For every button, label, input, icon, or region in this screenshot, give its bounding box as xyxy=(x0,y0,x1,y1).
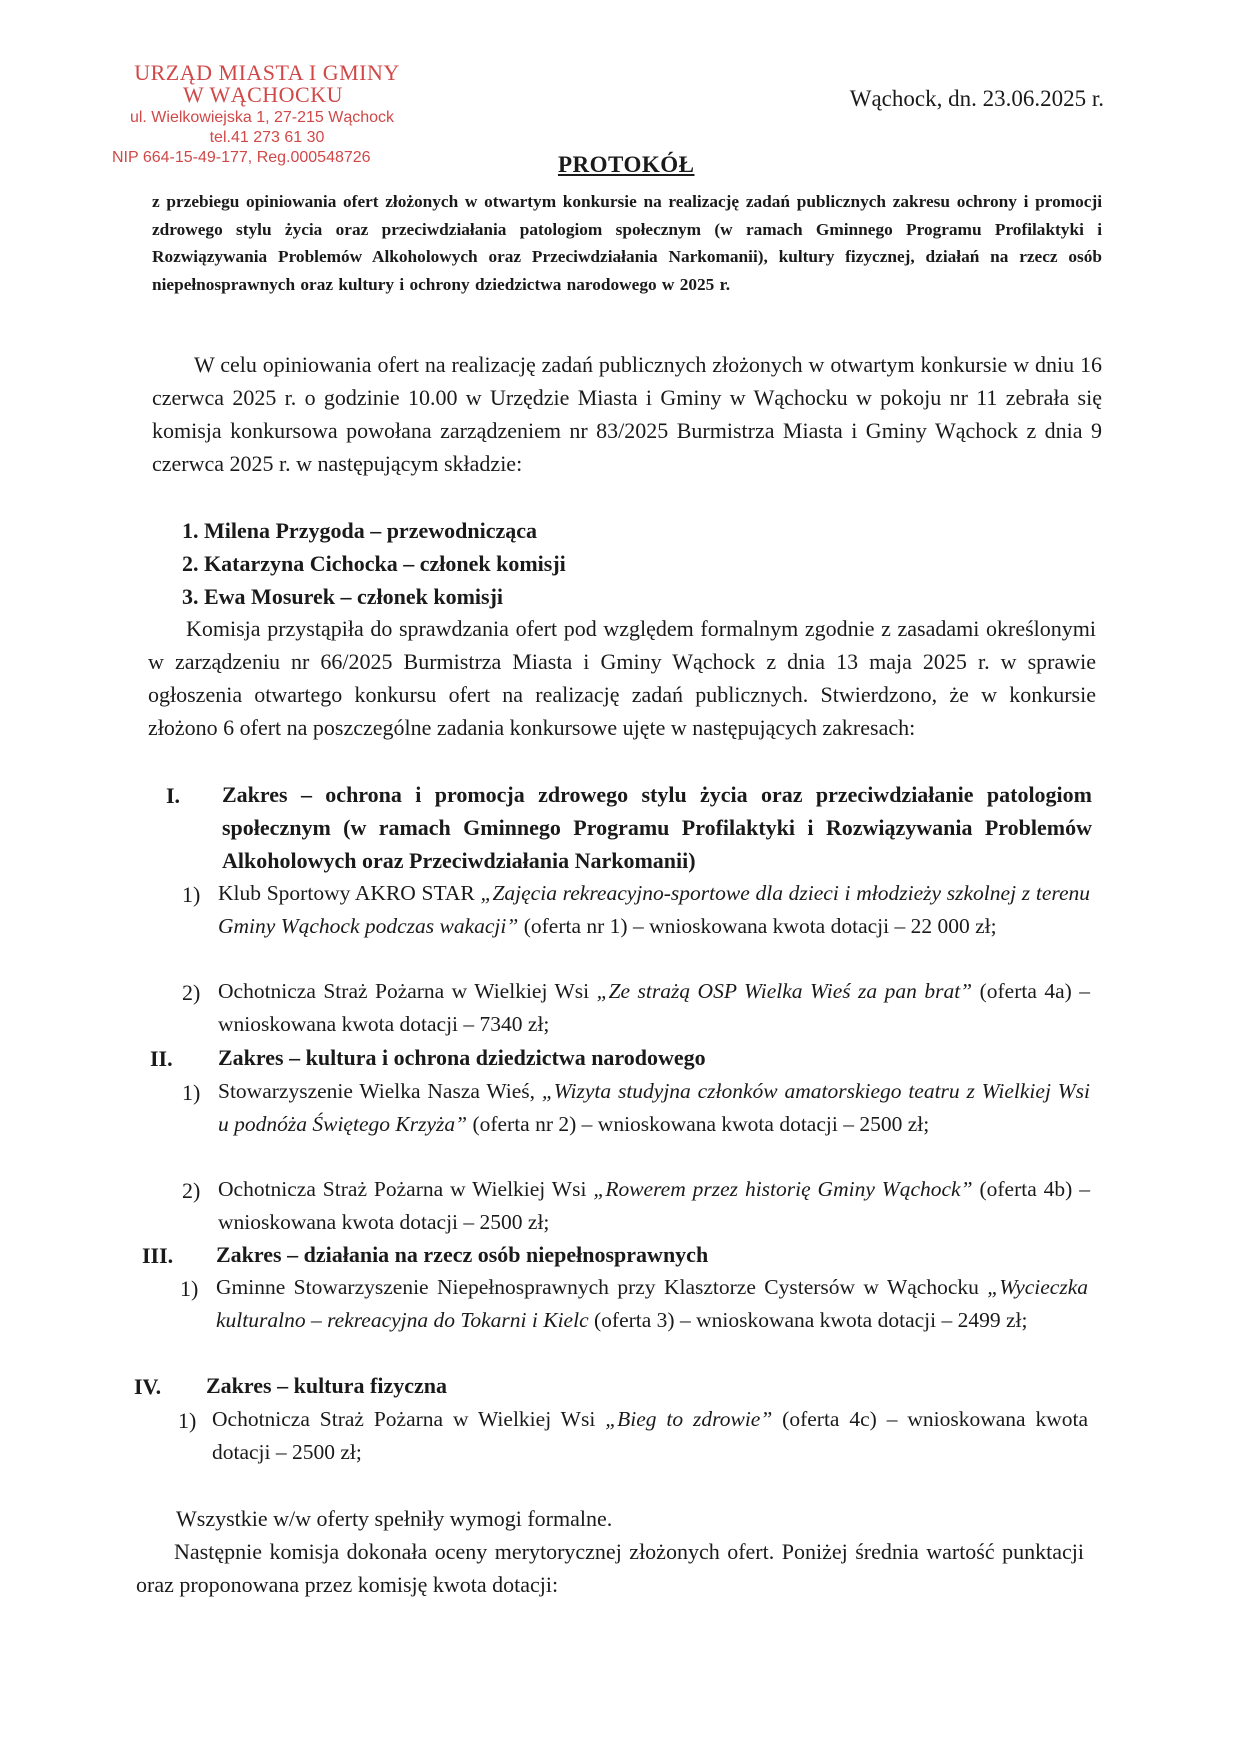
item-org: Klub Sportowy AKRO STAR xyxy=(218,881,481,905)
section-1-item-1 xyxy=(218,877,1090,943)
item-org: Ochotnicza Straż Pożarna w Wielkiej Wsi xyxy=(218,979,597,1003)
formal-check-paragraph: Komisja przystąpiła do sprawdzania ofert pod względem formalnym zgodnie z zasadami określonymi w zarządzeniu nr 66/2025 Burmistrza Miasta i Gminy Wąchock z dnia 13 maja 2025 r. w sprawie ogłoszenia otwartego konkursu ofert na realizację zadań publicznych. Stwierdzono, że w konkursie złożono 6 ofert na poszczególne zadania konkursowe ujęte w następujących zakresach: xyxy=(148,616,1096,740)
item-task: „Wizyta studyjna członków amatorskiego teatru z Wielkiej Wsi u podnóża Świętego Krzyża” xyxy=(218,1079,1090,1136)
intro-paragraph: W celu opiniowania ofert na realizację zadań publicznych złożonych w otwartym konkursie w dniu 16 czerwca 2025 r. o godzinie 10.00 w Urzędzie Miasta i Gminy w Wąchocku w pokoju nr 11 zebrała się komisja konkursowa powołana zarządzeniem nr 83/2025 Burmistrza Miasta i Gminy Wąchock z dnia 9 czerwca 2025 r. w następującym składzie: xyxy=(152,352,1102,476)
document-date: Wąchock, dn. 23.06.2025 r. xyxy=(849,86,1104,111)
section-2-item-1 xyxy=(218,1075,1090,1141)
item-task: „Wycieczka kulturalno – rekreacyjna do Tokarni i Kielc xyxy=(216,1275,1088,1332)
member-1: 1. Milena Przygoda – przewodnicząca xyxy=(182,518,537,543)
section-1-item-1-number: 1) xyxy=(182,882,201,907)
section-2-item-1-number: 1) xyxy=(182,1080,201,1105)
item-rest: (oferta nr 1) – wnioskowana kwota dotacji – 22 000 zł; xyxy=(518,914,997,938)
formal-conclusion: Wszystkie w/w oferty spełniły wymogi formalne. xyxy=(176,1506,613,1531)
section-2-heading: Zakres – kultura i ochrona dziedzictwa narodowego xyxy=(218,1045,706,1070)
merit-evaluation-paragraph: Następnie komisja dokonała oceny merytorycznej złożonych ofert. Poniżej średnia wartość punktacji oraz proponowana przez komisję kwota dotacji: xyxy=(136,1539,1084,1597)
section-1-heading: Zakres – ochrona i promocja zdrowego stylu życia oraz przeciwdziałanie patologiom społecznym (w ramach Gminnego Programu Profilaktyki i Rozwiązywania Problemów Alkoholowych oraz Przeciwdziałania Narkomanii) xyxy=(222,782,1092,873)
item-task: „Bieg to zdrowie” xyxy=(605,1407,773,1431)
item-org: Ochotnicza Straż Pożarna w Wielkiej Wsi xyxy=(212,1407,606,1431)
stamp-nip: NIP 664-15-49-177, Reg.000548726 xyxy=(112,149,371,166)
item-org: Stowarzyszenie Wielka Nasza Wieś, xyxy=(218,1079,542,1103)
section-2-number: II. xyxy=(150,1046,173,1071)
section-3-item-1-number: 1) xyxy=(180,1276,199,1301)
item-rest: (oferta 4a) – wnioskowana kwota dotacji – 7340 zł; xyxy=(218,979,1090,1036)
item-rest: (oferta 4b) – wnioskowana kwota dotacji – 2500 zł; xyxy=(218,1177,1090,1234)
item-rest: (oferta 4c) – wnioskowana kwota dotacji – 2500 zł; xyxy=(212,1407,1088,1464)
document-subtitle: z przebiegu opiniowania ofert złożonych w otwartym konkursie na realizację zadań publicznych zakresu ochrony i promocji zdrowego stylu życia oraz przeciwdziałania patologiom społecznym (w ramach Gminnego Programu Profilaktyki i Rozwiązywania Problemów Alkoholowych oraz Przeciwdziałania Narkomanii), kultury fizycznej, działań na rzecz osób niepełnosprawnych oraz kultury i ochrony dziedzictwa narodowego w 2025 r. xyxy=(152,192,1102,294)
section-3-item-1 xyxy=(216,1271,1088,1337)
item-rest: (oferta nr 2) – wnioskowana kwota dotacji – 2500 zł; xyxy=(467,1112,930,1136)
section-1-item-2 xyxy=(218,975,1090,1041)
stamp-line-1: URZĄD MIASTA I GMINY xyxy=(134,60,400,85)
section-1-number: I. xyxy=(166,783,181,808)
item-rest: (oferta 3) – wnioskowana kwota dotacji – 2499 zł; xyxy=(588,1308,1028,1332)
section-4-item-1-number: 1) xyxy=(178,1408,197,1433)
item-task: „Rowerem przez historię Gminy Wąchock” xyxy=(593,1177,973,1201)
section-4-item-1 xyxy=(212,1403,1088,1469)
section-2-item-2 xyxy=(218,1173,1090,1239)
section-3-number: III. xyxy=(142,1243,174,1268)
office-stamp xyxy=(112,62,422,166)
section-1-item-2-number: 2) xyxy=(182,980,201,1005)
section-4-heading: Zakres – kultura fizyczna xyxy=(206,1373,447,1398)
member-2: 2. Katarzyna Cichocka – członek komisji xyxy=(182,551,566,576)
item-task: „Zajęcia rekreacyjno-sportowe dla dzieci i młodzieży szkolnej z terenu Gminy Wąchock podczas wakacji” xyxy=(218,881,1090,938)
member-3: 3. Ewa Mosurek – członek komisji xyxy=(182,584,504,609)
section-3-heading: Zakres – działania na rzecz osób niepełnosprawnych xyxy=(216,1242,709,1267)
stamp-line-2: W WĄCHOCKU xyxy=(182,82,344,107)
section-4-number: IV. xyxy=(134,1374,162,1399)
committee-members xyxy=(182,514,566,613)
stamp-address: ul. Wielkowiejska 1, 27-215 Wąchock xyxy=(129,109,395,126)
document-title: PROTOKÓŁ xyxy=(558,152,695,177)
item-task: „Ze strażą OSP Wielka Wieś za pan brat” xyxy=(596,979,973,1003)
section-2-item-2-number: 2) xyxy=(182,1178,201,1203)
item-org: Gminne Stowarzyszenie Niepełnosprawnych przy Klasztorze Cystersów w Wąchocku xyxy=(216,1275,988,1299)
stamp-phone: tel.41 273 61 30 xyxy=(209,129,325,146)
item-org: Ochotnicza Straż Pożarna w Wielkiej Wsi xyxy=(218,1177,594,1201)
